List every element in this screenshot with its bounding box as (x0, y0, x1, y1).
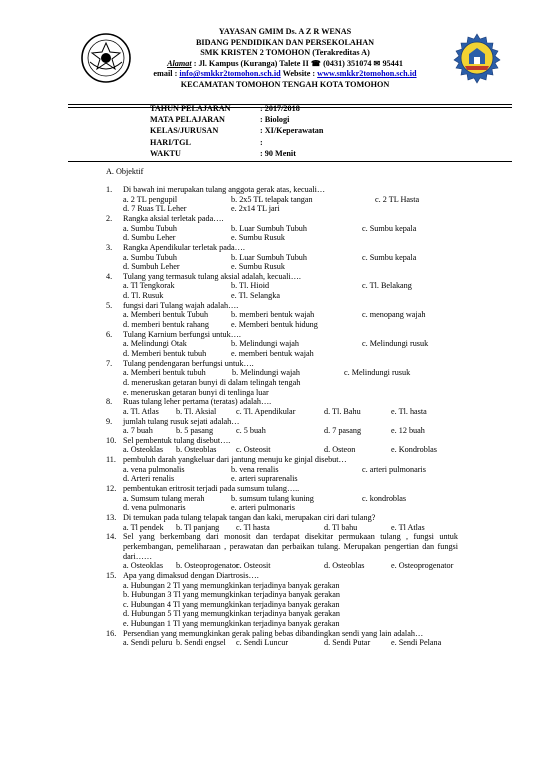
answer-option[interactable]: e. Tl. hasta (391, 406, 427, 416)
question-number: 2. (106, 213, 113, 223)
answer-option[interactable]: e. Sumbu Rusuk (231, 233, 285, 243)
answer-option[interactable]: a. Tl pendek (123, 522, 164, 532)
letterhead (120, 27, 450, 91)
question-item (106, 571, 458, 629)
info-row (150, 125, 323, 136)
answer-option[interactable]: a. 7 buah (123, 426, 153, 436)
answer-option[interactable]: d. Arteri renalis (123, 474, 175, 484)
question-number: 5. (106, 300, 113, 310)
question-text: Di bawah ini merupakan tulang anggota gerak atas, kecuali… (123, 185, 326, 194)
website-link[interactable]: www.smkkr2tomohon.sch.id (317, 69, 417, 79)
answer-option[interactable]: d. Osteoblas (324, 561, 365, 571)
answer-option[interactable]: a. 2 TL pengupil (123, 194, 178, 204)
answer-option[interactable]: e. Sendi Pelana (391, 638, 442, 648)
contact-line: email : info@smkkr2tomohon.sch.id Website : www.smkkr2tomohon.sch.id (153, 69, 417, 79)
answer-option[interactable]: b. Melindungi wajah (232, 368, 300, 378)
answer-option[interactable]: d. meneruskan getaran bunyi di dalam telingah tengah (123, 377, 301, 387)
info-label: HARI/TGL (150, 137, 191, 147)
answer-option[interactable]: d. Sumbu Leher (123, 233, 176, 243)
answer-option[interactable]: d. 7 Ruas TL Leher (123, 204, 187, 214)
question-text: Tulang pendengaran berfungsi untuk…. (123, 358, 254, 368)
answer-option[interactable]: c. Hubungan 4 Tl yang memungkinkan terjadinya banyak gerakan (123, 599, 340, 609)
question-number: 4. (106, 271, 113, 281)
department-name: BIDANG PENDIDIKAN DAN PERSEKOLAHAN (195, 37, 375, 47)
question-item (106, 330, 458, 359)
question-number: 11. (106, 455, 116, 465)
question-item (106, 629, 458, 648)
question-number: 9. (106, 416, 113, 426)
answer-option[interactable]: e. Tl Atlas (391, 522, 425, 532)
answer-option[interactable]: a. Memberi bentuk Tubuh (123, 310, 209, 320)
answer-option[interactable]: a. Sumbu Tubuh (123, 223, 177, 233)
question-number: 14. (106, 532, 117, 542)
answer-option[interactable]: d. vena pulmonaris (123, 503, 186, 513)
answer-option[interactable]: e. memberi bentuk wajah (231, 348, 314, 358)
school-address: Alamat : Jl. Kampus (Kuranga) Talete II ☎ (0431) 351074 ✉ 95441 (167, 58, 403, 68)
question-text: Tulang Karnium berfungsi untuk…. (123, 329, 241, 339)
question-item (106, 397, 458, 416)
answer-option[interactable]: b. Tl. Aksial (176, 406, 217, 416)
answer-option[interactable]: b. Luar Sumbuh Tubuh (231, 252, 307, 262)
answer-option[interactable]: a. Osteoklas (123, 445, 164, 455)
answer-option[interactable]: b. Hubungan 3 Tl yang memungkinkan terjadinya banyak gerakan (123, 590, 340, 600)
school-name: SMK KRISTEN 2 TOMOHON (Terakreditas A) (200, 48, 370, 58)
question-number: 1. (106, 185, 113, 194)
answer-option[interactable]: d. Tl bahu (324, 522, 358, 532)
answer-option[interactable]: e. Hubungan 1 Tl yang memungkinkan terjadinya banyak gerakan (123, 619, 340, 629)
question-item (106, 301, 458, 330)
answer-option[interactable]: c. Osteosit (236, 561, 271, 571)
question-text: pembentukan eritrosit terjadi pada sumsum tulang….. (123, 484, 300, 494)
answer-option[interactable]: a. Tl. Atlas (123, 406, 159, 416)
question-text: jumlah tulang rusuk sejati adalah… (123, 416, 240, 426)
question-text: Sel pembentuk tulang disebut…. (123, 435, 231, 445)
answer-option[interactable]: e. Sumbu Rusuk (231, 262, 285, 272)
section-title: A. Objektif (106, 167, 144, 176)
question-text: pembuluh darah yangkeluar dari jantung menuju ke ginjal disebut… (123, 455, 347, 465)
question-number: 8. (106, 397, 113, 407)
answer-option[interactable]: c. Melindungi rusuk (362, 339, 429, 349)
question-item (106, 417, 458, 436)
info-row (150, 114, 323, 125)
answer-option[interactable]: e. meneruskan getaran bunyi di tenlinga luar (123, 387, 269, 397)
info-row (150, 148, 323, 159)
answer-option[interactable]: a. Osteoklas (123, 561, 164, 571)
question-text: Rangka Apendikular terletak pada…. (123, 242, 245, 252)
answer-option[interactable]: b. Sendi engsel (176, 638, 226, 648)
question-text: Ruas tulang leher pertama (teratas) adalah…. (123, 397, 272, 407)
question-text: Di temukan pada tulang telapak tangan dan kaki, merupakan ciri dari tulang? (123, 512, 376, 522)
answer-option[interactable]: c. Melindungi rusuk (344, 368, 411, 378)
info-label: WAKTU (150, 148, 181, 158)
answer-option[interactable]: a. Sumbu Tubuh (123, 252, 177, 262)
answer-option[interactable]: e. arteri pulmonaris (231, 503, 295, 513)
question-item (106, 214, 458, 243)
district-name: KECAMATAN TOMOHON TENGAH KOTA TOMOHON (180, 79, 390, 89)
question-number: 12. (106, 484, 117, 494)
answer-option[interactable]: c. Tl. Belakang (362, 281, 412, 291)
info-label: MATA PELAJARAN (150, 115, 225, 125)
info-value: : (260, 137, 263, 147)
answer-option[interactable]: c. 5 buah (236, 426, 266, 436)
info-label: KELAS/JURUSAN (150, 126, 219, 136)
answer-option[interactable]: d. Sendi Putar (324, 638, 371, 648)
answer-option[interactable]: c. Tl hasta (236, 522, 270, 532)
question-text: Apa yang dimaksud dengan Diartrosis…. (123, 570, 259, 580)
question-text: fungsi dari Tulang wajah adalah…. (123, 300, 239, 310)
answer-option[interactable]: c. kondroblas (362, 493, 407, 503)
answer-option[interactable]: a. Sumsum tulang merah (123, 493, 205, 503)
question-number: 6. (106, 329, 113, 339)
answer-option[interactable]: b. Osteoprogenator (176, 561, 239, 571)
info-label: TAHUN PELAJARAN (150, 104, 231, 113)
answer-option[interactable]: c. Sumbu kepala (362, 252, 417, 262)
answer-option[interactable]: e. 2x14 TL jari (231, 204, 280, 214)
question-text: Tulang yang termasuk tulang aksial adalah, kecuali…. (123, 271, 301, 281)
answer-option[interactable]: c. Osteosit (236, 445, 271, 455)
info-row (150, 103, 323, 114)
question-item (106, 243, 458, 272)
answer-option[interactable]: d. memberi bentuk rahang (123, 320, 209, 330)
answer-option[interactable]: c. arteri pulmonaris (362, 464, 426, 474)
question-item (106, 359, 458, 398)
answer-option[interactable]: b. Osteoblas (176, 445, 217, 455)
info-value: : Biologi (260, 115, 290, 125)
info-value: : 90 Menit (260, 148, 296, 158)
answer-option[interactable]: b. Luar Sumbuh Tubuh (231, 223, 307, 233)
answer-option[interactable]: b. sumsum tulang kuning (231, 493, 314, 503)
answer-option[interactable]: b. 5 pasang (176, 426, 214, 436)
answer-option[interactable]: b. memberi bentuk wajah (231, 310, 315, 320)
answer-option[interactable]: a. Hubungan 2 Tl yang memungkinkan terjadinya banyak gerakan (123, 580, 340, 590)
answer-option[interactable]: a. Sendi peluru (123, 638, 173, 648)
question-item (106, 185, 458, 214)
answer-option[interactable]: c. menopang wajah (362, 310, 426, 320)
answer-option[interactable]: b. Melindungi wajah (231, 339, 299, 349)
answer-option[interactable]: d. Osteon (324, 445, 356, 455)
answer-option[interactable]: e. Kondroblas (391, 445, 437, 455)
exam-info (150, 103, 323, 159)
question-number: 7. (106, 358, 113, 368)
question-item (106, 532, 458, 571)
question-number: 3. (106, 242, 113, 252)
question-list (106, 185, 458, 648)
answer-option[interactable]: e. Osteoprogenator (391, 561, 454, 571)
answer-option[interactable]: b. Tl panjang (176, 522, 220, 532)
question-number: 13. (106, 512, 117, 522)
question-number: 10. (106, 435, 117, 445)
answer-option[interactable]: a. vena pulmonalis (123, 464, 185, 474)
answer-option[interactable]: e. arteri suprarenalis (231, 474, 298, 484)
question-item (106, 513, 458, 532)
question-item (106, 436, 458, 455)
answer-option[interactable]: d. Tl. Bahu (324, 406, 361, 416)
answer-option[interactable]: e. Memberi bentuk hidung (231, 320, 318, 330)
answer-option[interactable]: a. Tl Tengkorak (123, 281, 175, 291)
question-number: 15. (106, 570, 117, 580)
info-value: : 2017/2018 (260, 104, 300, 113)
info-divider (68, 161, 512, 162)
answer-option[interactable]: d. Hubungan 5 Tl yang memungkinkan terjadinya banyak gerakan (123, 609, 340, 619)
foundation-name: YAYASAN GMIM Ds. A Z R WENAS (218, 27, 352, 36)
info-value: : XI/Keperawatan (260, 126, 324, 136)
answer-option[interactable]: b. 2x5 TL telapak tangan (231, 194, 313, 204)
email-link[interactable]: info@smkkr2tomohon.sch.id (179, 69, 281, 79)
answer-option[interactable]: c. Tl. Apendikular (236, 406, 296, 416)
answer-option[interactable]: a. Melindungi Otak (123, 339, 187, 349)
answer-option[interactable]: e. 12 buah (391, 426, 425, 436)
question-text: Persendian yang memungkinkan gerak paling bebas dibandingkan sendi yang lain adalah… (123, 628, 424, 638)
answer-option[interactable]: d. 7 pasang (324, 426, 362, 436)
question-text: Sel yang berkembang dari monosit dan terdapat disekitar permukaan tulang , fungsi untuk perkembangan, pemeliharaan , perawatan dan perbaikan tulang. Merupakan pengertian dan fungsi dari…… (123, 532, 458, 561)
answer-option[interactable]: d. Memberi bentuk tubuh (123, 348, 207, 358)
answer-option[interactable]: d. Sumbuh Leher (123, 262, 180, 272)
question-text: Rangka aksial terletak pada…. (123, 213, 224, 223)
smk-crest-logo (451, 32, 503, 84)
answer-option[interactable]: d. Tl. Rusuk (123, 291, 164, 301)
question-item (106, 484, 458, 513)
answer-option[interactable]: a. Memberi bentuk tubuh (123, 368, 206, 378)
question-item (106, 455, 458, 484)
answer-option[interactable]: c. Sumbu kepala (362, 223, 417, 233)
info-row (150, 137, 323, 148)
answer-option[interactable]: b. Tl. Hioid (231, 281, 270, 291)
question-number: 16. (106, 628, 117, 638)
answer-option[interactable]: c. 2 TL Hasta (375, 194, 420, 204)
answer-option[interactable]: c. Sendi Luncur (236, 638, 289, 648)
answer-option[interactable]: e. Tl. Selangka (231, 291, 280, 301)
question-item (106, 272, 458, 301)
answer-option[interactable]: b. vena renalis (231, 464, 279, 474)
